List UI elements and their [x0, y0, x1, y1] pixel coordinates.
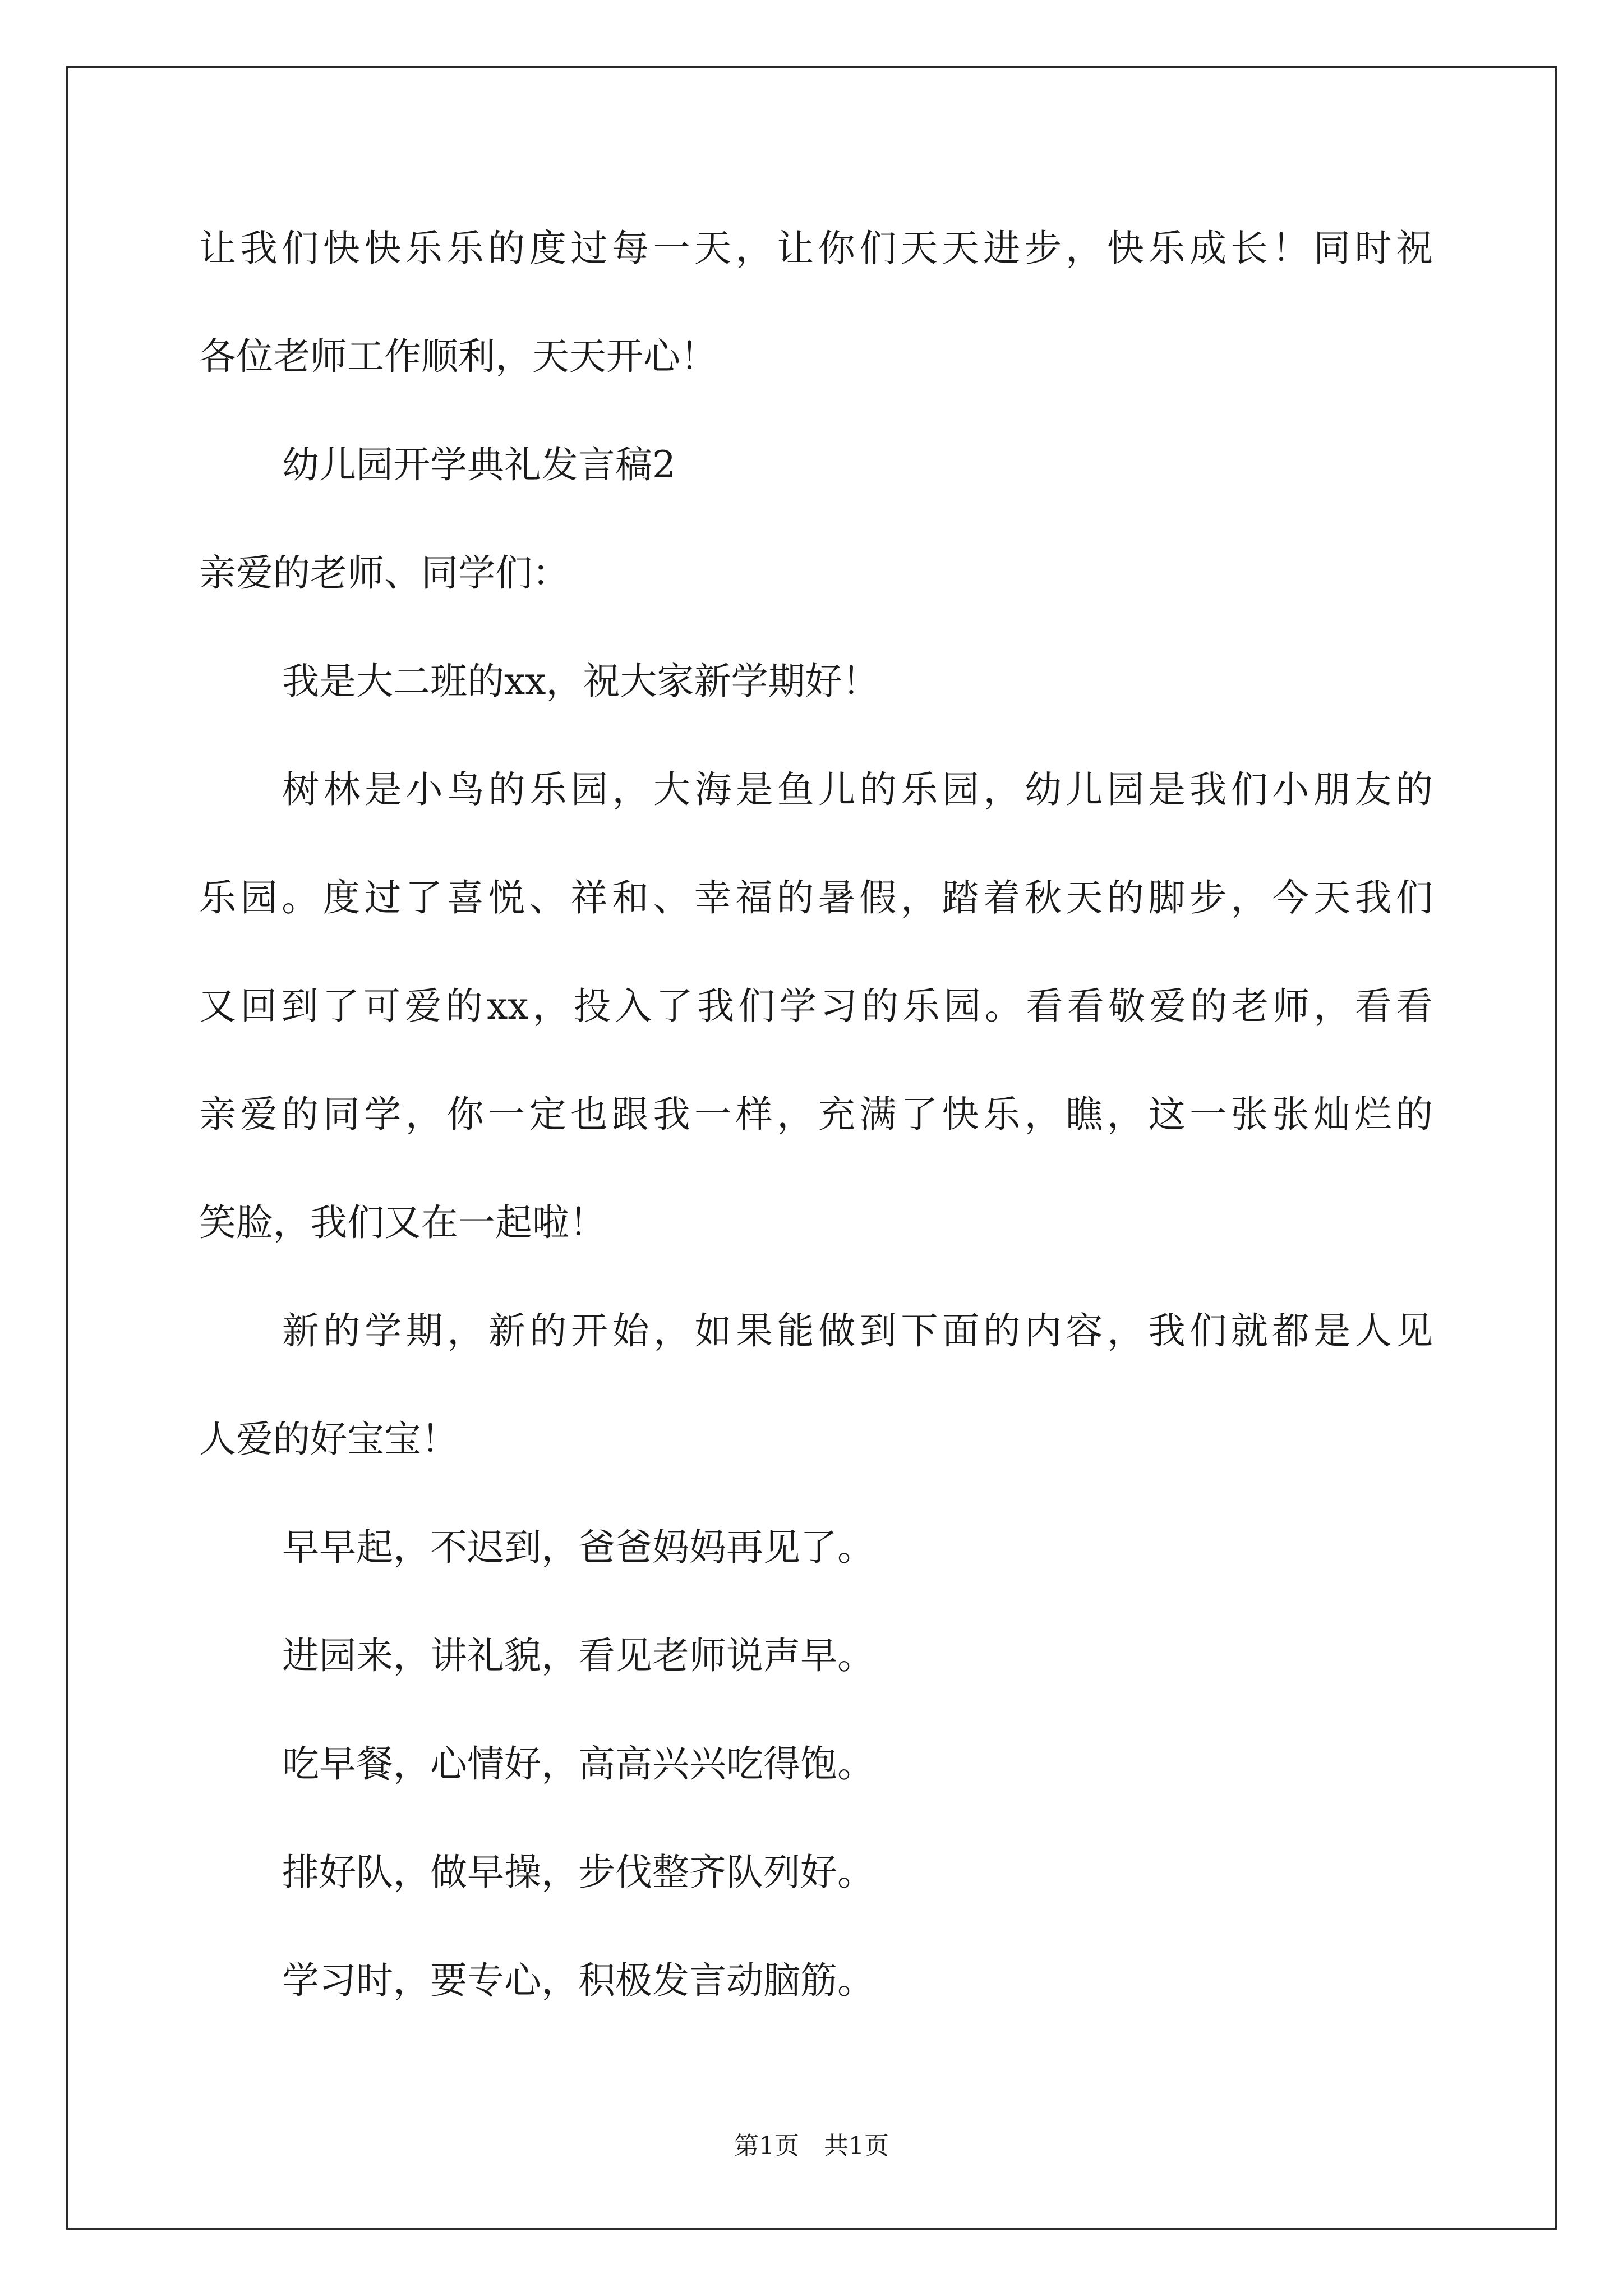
- page-border: [66, 66, 1557, 2230]
- paragraph-line: 新的学期，新的开始，如果能做到下面的内容，我们就都是人见: [282, 1309, 1433, 1352]
- paragraph-line: 笑脸，我们又在一起啦！: [199, 1201, 606, 1244]
- paragraph-line: 学习时，要专心，积极发言动脑筋。: [282, 1959, 874, 2002]
- paragraph-line: 早早起，不迟到，爸爸妈妈再见了。: [282, 1526, 874, 1569]
- paragraph-line: 让我们快快乐乐的度过每一天，让你们天天进步，快乐成长！同时祝: [199, 227, 1433, 270]
- paragraph-line: 排好队，做早操，步伐整齐队列好。: [282, 1851, 874, 1894]
- paragraph-line: 我是大二班的xx，祝大家新学期好！: [282, 660, 879, 703]
- paragraph-line: 又回到了可爱的xx，投入了我们学习的乐园。看看敬爱的老师，看看: [199, 984, 1433, 1028]
- paragraph-line: 吃早餐，心情好，高高兴兴吃得饱。: [282, 1742, 874, 1786]
- page-number-footer: 第1页 共1页: [734, 2132, 889, 2160]
- section-heading: 幼儿园开学典礼发言稿2: [282, 443, 676, 486]
- paragraph-line: 进园来，讲礼貌，看见老师说声早。: [282, 1634, 874, 1677]
- salutation: 亲爱的老师、同学们：: [199, 551, 569, 595]
- paragraph-line: 乐园。度过了喜悦、祥和、幸福的暑假，踏着秋天的脚步，今天我们: [199, 876, 1433, 919]
- paragraph-line: 各位老师工作顺利，天天开心！: [199, 335, 717, 378]
- paragraph-line: 亲爱的同学，你一定也跟我一样，充满了快乐，瞧，这一张张灿烂的: [199, 1093, 1433, 1136]
- paragraph-line: 人爱的好宝宝！: [199, 1418, 458, 1461]
- paragraph-line: 树林是小鸟的乐园，大海是鱼儿的乐园，幼儿园是我们小朋友的: [282, 768, 1433, 811]
